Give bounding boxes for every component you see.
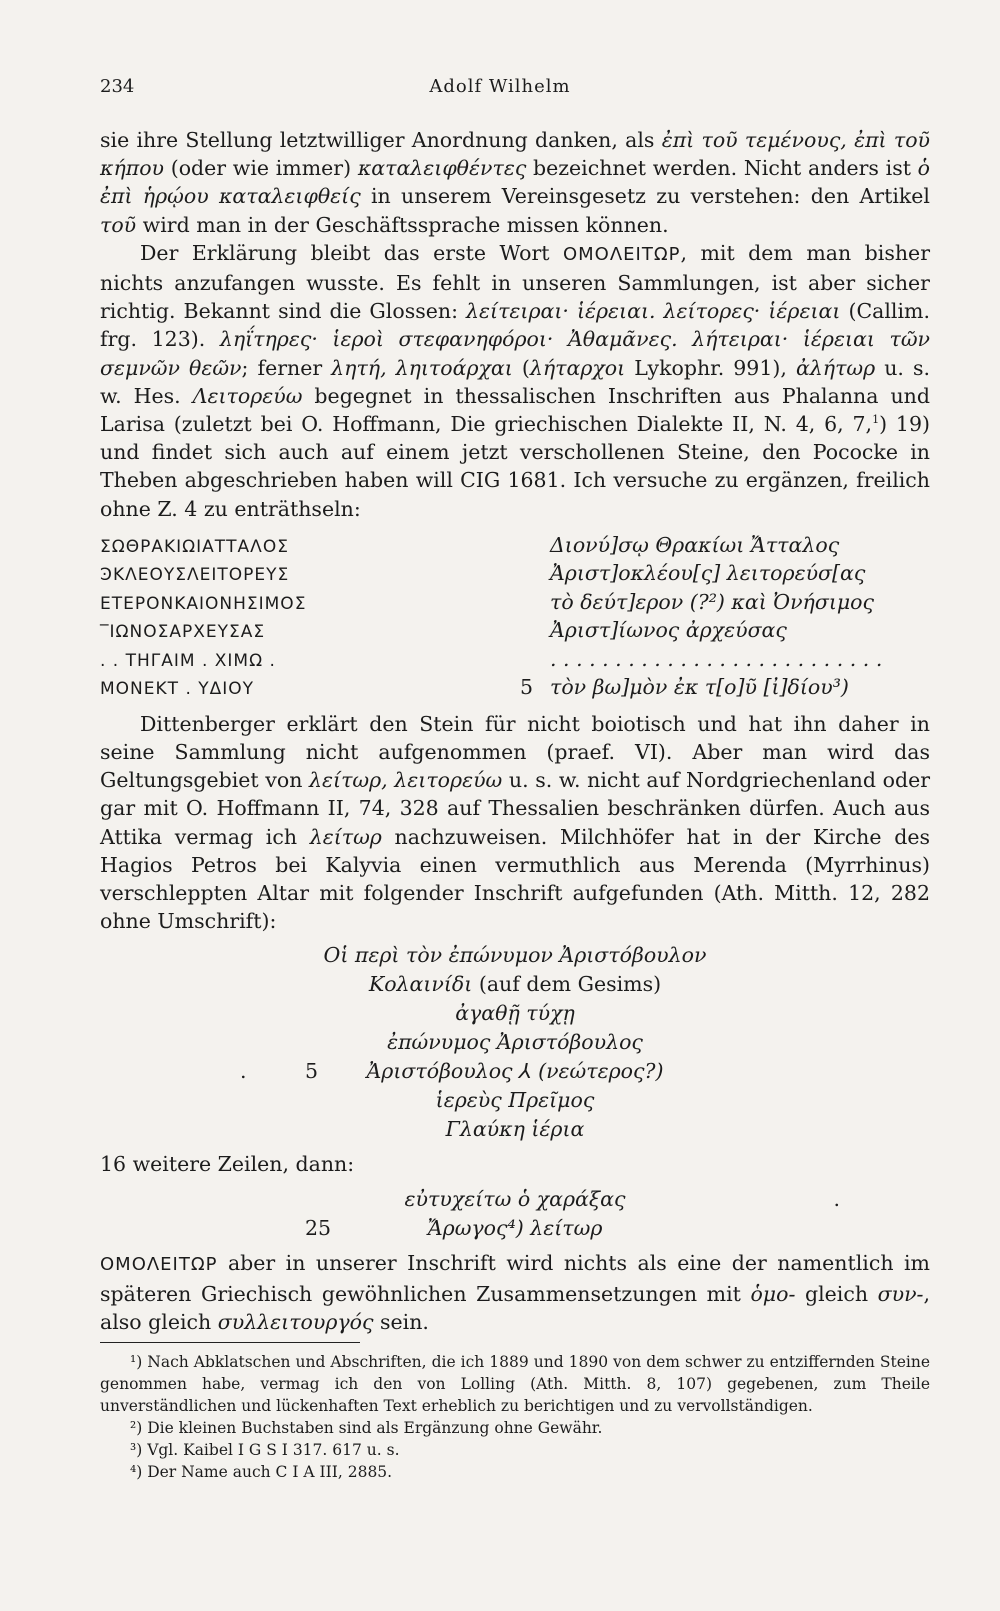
inscription-line: 25 Ἄρωγος⁴) λείτωρ (305, 1216, 603, 1241)
inscription-line: ἀγαθῇ τύχῃ (455, 1001, 575, 1026)
paragraph-4: ΟΜΟΛΕΙΤΩΡ aber in unserer Inschrift wird nichts als eine der namentlich im späteren Griechisch gewöhnlichen Zusammensetzungen mit ὁμο- gleich συν-, also gleich συλλειτουργός sein. (100, 1251, 930, 1334)
inscription-line: Οἱ περὶ τὸν ἐπώνυμον Ἀριστόβουλον (323, 943, 707, 968)
inscription-line: . 5 Ἀριστόβουλος ⅄ (νεώτερος?) (240, 1059, 664, 1084)
inscription-line: ἐπώνυμος Ἀριστόβουλος (387, 1030, 643, 1055)
running-title: Adolf Wilhelm (429, 76, 571, 97)
footnote: ⁴) Der Name auch C I A III, 2885. (130, 1463, 393, 1482)
continuation-note: 16 weitere Zeilen, dann: (100, 1152, 355, 1177)
inscription-attica-end (100, 1185, 930, 1243)
inscription-line: ἱερεὺς Πρεῖμος (435, 1088, 595, 1113)
paragraph-2: Der Erklärung bleibt das erste Wort ΟΜΟΛΕΙΤΩΡ, mit dem man bisher nichts anzufangen wusste. Es fehlt in unseren Sammlungen, ist aber sicher richtig. Bekannt sind die Glossen: λείτειραι· ἱέρειαι. λείτορες· ἱέρειαι (Callim. frg. 123). ληΐτηρες· ἱεροὶ στεφανηφόροι· Ἀθαμᾶνες. λήτειραι· ἱέρειαι τῶν σεμνῶν θεῶν; ferner λητή, ληιτοάρχαι (λήταρχοι Lykophr. 991), ἀλήτωρ u. s. w. Hes. Λειτορεύω begegnet in thessalischen Inschriften aus Phalanna und Larisa (zuletzt bei O. Hoffmann, Die griechischen Dialekte II, N. 4, 6, 7,$^1$) 19) und findet sich auch auf einem jetzt verschollenen Steine, den Pococke in Theben abgeschrieben haben will CIG 1681. Ich versuche zu ergänzen, freilich ohne Z. 4 zu enträthseln: (100, 240, 931, 521)
inscription-line: ΜΟΝΕΚΤ . ΥΔΙΟΥ 5 τὸν βω]μὸν ἐκ τ[ο]ῦ [ἰ]δίου³) (100, 675, 849, 700)
inscription-line: ΕΤΕΡΟΝΚΑΙΟΝΗΣΙΜΟΣ τὸ δεύτ]ερον (?²) καὶ Ὀνήσιμος (100, 589, 875, 614)
body-text (100, 126, 930, 1483)
inscription-line: . εὐτυχείτω ὁ χαράξας (404, 1187, 840, 1212)
footnotes (100, 1351, 930, 1483)
inscription-line: Κολαινίδι (auf dem Gesims) (368, 972, 662, 997)
inscription-thebes (100, 531, 930, 702)
paragraph-1: sie ihre Stellung letztwilliger Anordnung danken, als ἐπὶ τοῦ τεμένους, ἐπὶ τοῦ κήπου (oder wie immer) καταλειφθέντες bezeichnet werden. Nicht anders ist ὁ ἐπὶ ἡρῴου καταλειφθείς in unserem Vereinsgesetz zu verstehen: den Artikel τοῦ wird man in der Geschäftssprache missen können. (100, 128, 931, 237)
inscription-line: ϿΚΛΕΟΥΣΛΕΙΤΟΡΕΥΣ Ἀριστ]οκλέου[ς] λειτορεύσ[ας (100, 561, 866, 586)
inscription-line: Γλαύκη ἱέρια (445, 1117, 585, 1142)
page-number: 234 (100, 76, 135, 97)
paragraph-3: Dittenberger erklärt den Stein für nicht boiotisch und hat ihn daher in seine Sammlung nicht aufgenommen (praef. VI). Aber man wird das Geltungsgebiet von λείτωρ, λειτορεύω u. s. w. nicht auf Nordgriechenland oder gar mit O. Hoffmann II, 74, 328 auf Thessalien beschränken dürfen. Auch aus Attika vermag ich λείτωρ nachzuweisen. Milchhöfer hat in der Kirche des Hagios Petros bei Kalyvia einen vermuthlich aus Merenda (Myrrhinus) verschleppten Altar mit folgender Inschrift aufgefunden (Ath. Mitth. 12, 282 ohne Umschrift): (100, 711, 931, 934)
footnote: ¹) Nach Abklatschen und Abschriften, die ich 1889 und 1890 von dem schwer zu entziffernden Steine genommen habe, vermag ich den von Lolling (Ath. Mitth. 8, 107) gegebenen, zum Theile unverständlichen und lückenhaften Text erheblich zu berichtigen und zu vervollständigen. (100, 1353, 930, 1416)
inscription-attica (100, 941, 930, 1144)
footnote-divider (100, 1342, 360, 1343)
inscription-line: ΣΩΘΡΑΚΙΩΙΑΤΤΑΛΟΣ Διονύ]σῳ Θρακίωι Ἄτταλος (100, 532, 840, 557)
running-header (100, 76, 900, 106)
inscription-line: ‾ΙΩΝΟΣΑΡΧΕΥΣΑΣ Ἀριστ]ίωνος ἀρχεύσας (100, 618, 787, 643)
inscription-line: . . ΤΗΓΑΙΜ . ΧΙΜΩ . . . . . . . . . . . . . . . . . . . . . . . . . . . (100, 646, 883, 671)
footnote: ³) Vgl. Kaibel I G S I 317. 617 u. s. (130, 1441, 400, 1460)
footnote: ²) Die kleinen Buchstaben sind als Ergänzung ohne Gewähr. (130, 1419, 603, 1438)
